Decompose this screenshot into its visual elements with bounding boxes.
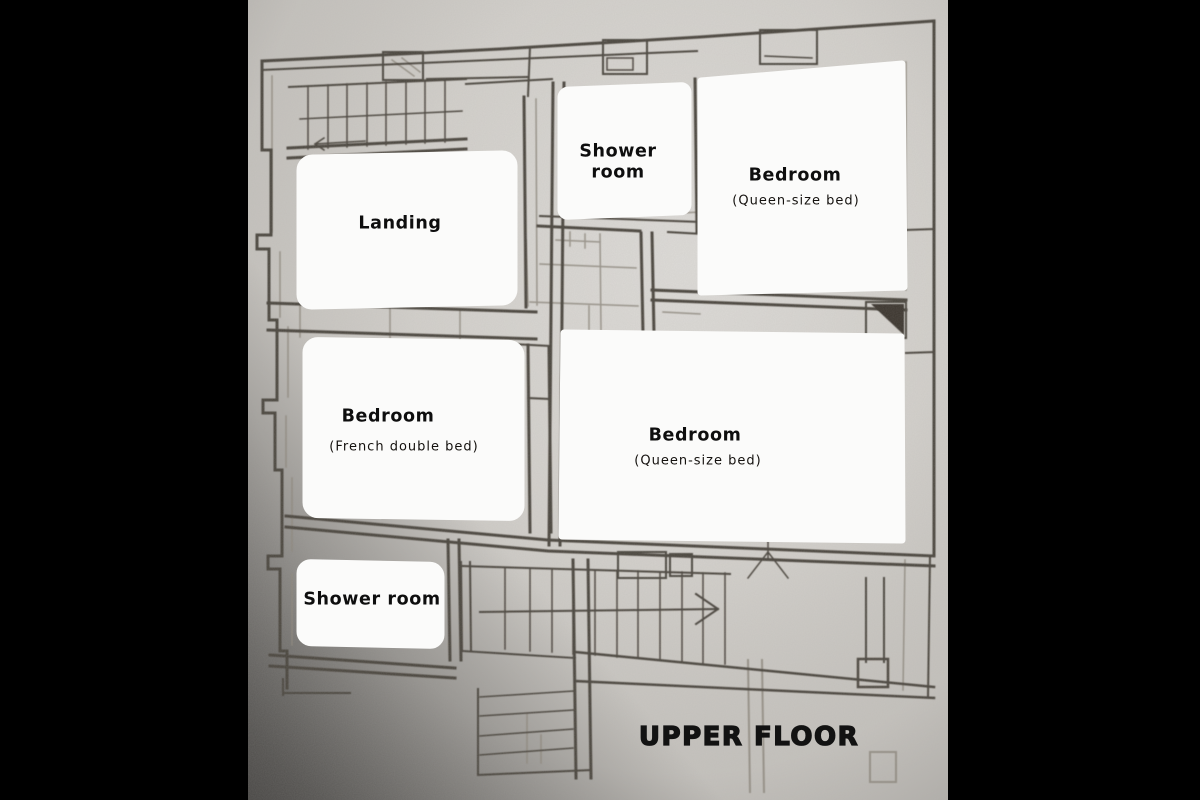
room-label-bedroom-top-right: Bedroom — [748, 165, 842, 186]
room-label-shower-bottom: Shower room — [303, 589, 441, 610]
room-label-landing: Landing — [358, 213, 442, 234]
room-sublabel-bedroom-left: (French double bed) — [329, 439, 479, 455]
room-label-bedroom-left: Bedroom — [341, 406, 435, 427]
room-label-bedroom-center: Bedroom — [648, 425, 742, 446]
floor-plan-title: UPPER FLOOR — [638, 722, 860, 752]
room-label-shower-top: Shower room — [579, 141, 657, 183]
room-sublabel-bedroom-center: (Queen-size bed) — [634, 453, 762, 469]
plate-bedroom-left — [306, 341, 521, 518]
room-sublabel-bedroom-top-right: (Queen-size bed) — [732, 193, 860, 209]
